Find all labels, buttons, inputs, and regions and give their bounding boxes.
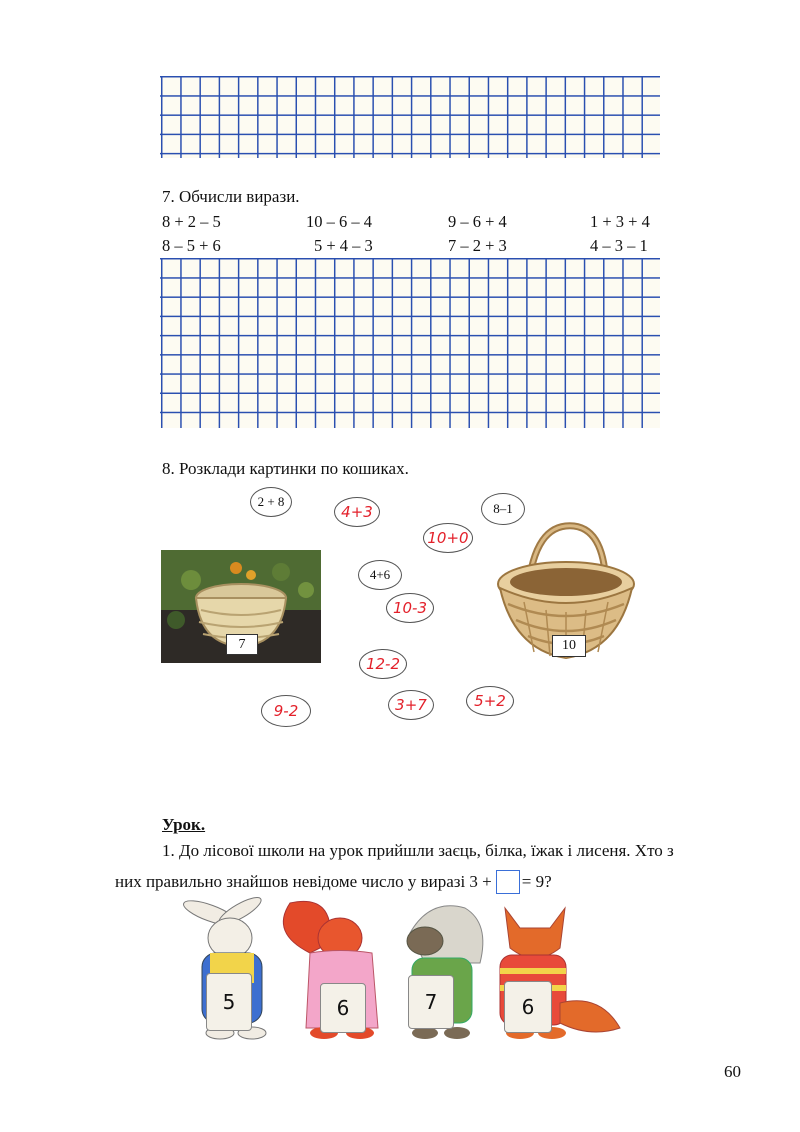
lesson-task-text-line2	[115, 870, 552, 894]
task8-heading: 8. Розклади картинки по кошиках.	[162, 459, 409, 478]
page-number: 60	[724, 1062, 741, 1081]
fox-card: 6	[504, 981, 552, 1033]
task7-expr: 10 – 6 – 4	[306, 212, 372, 231]
hedgehog-card: 7	[408, 975, 454, 1029]
basket-right-label: 10	[552, 635, 586, 657]
basket-right	[494, 522, 638, 662]
answer-grid-top	[160, 76, 660, 158]
squirrel-card: 6	[320, 983, 366, 1033]
lesson-line2-after: = 9?	[521, 872, 552, 891]
basket-photo-left	[161, 550, 321, 663]
task7-expr: 4 – 3 – 1	[590, 236, 648, 255]
oval-card: 5+2	[466, 686, 514, 716]
task7-expr: 8 + 2 – 5	[162, 212, 221, 231]
lesson-task-text-line1: 1. До лісової школи на урок прийшли заєць, білка, їжак і лисеня. Хто з	[162, 841, 674, 860]
task7-heading: 7. Обчисли вирази.	[162, 187, 300, 206]
animals-illustration	[160, 893, 630, 1043]
task7-expr: 5 + 4 – 3	[314, 236, 373, 255]
oval-card: 8–1	[481, 493, 525, 525]
hare-card: 5	[206, 973, 252, 1031]
oval-card: 3+7	[388, 690, 434, 720]
oval-card: 2 + 8	[250, 487, 292, 517]
oval-card: 10-3	[386, 593, 434, 623]
task7-expr: 1 + 3 + 4	[590, 212, 650, 231]
oval-card: 4+3	[334, 497, 380, 527]
oval-card: 10+0	[423, 523, 473, 553]
oval-card: 4+6	[358, 560, 402, 590]
unknown-number-box[interactable]	[496, 870, 520, 894]
oval-card: 9-2	[261, 695, 311, 727]
answer-grid-task7	[160, 258, 660, 428]
lesson-title: Урок.	[162, 815, 206, 834]
basket-left-label: 7	[226, 634, 258, 655]
task7-expr: 9 – 6 + 4	[448, 212, 507, 231]
task7-expr: 7 – 2 + 3	[448, 236, 507, 255]
oval-card: 12-2	[359, 649, 407, 679]
lesson-line2-before: них правильно знайшов невідоме число у виразі 3 +	[115, 872, 492, 891]
task7-expr: 8 – 5 + 6	[162, 236, 221, 255]
